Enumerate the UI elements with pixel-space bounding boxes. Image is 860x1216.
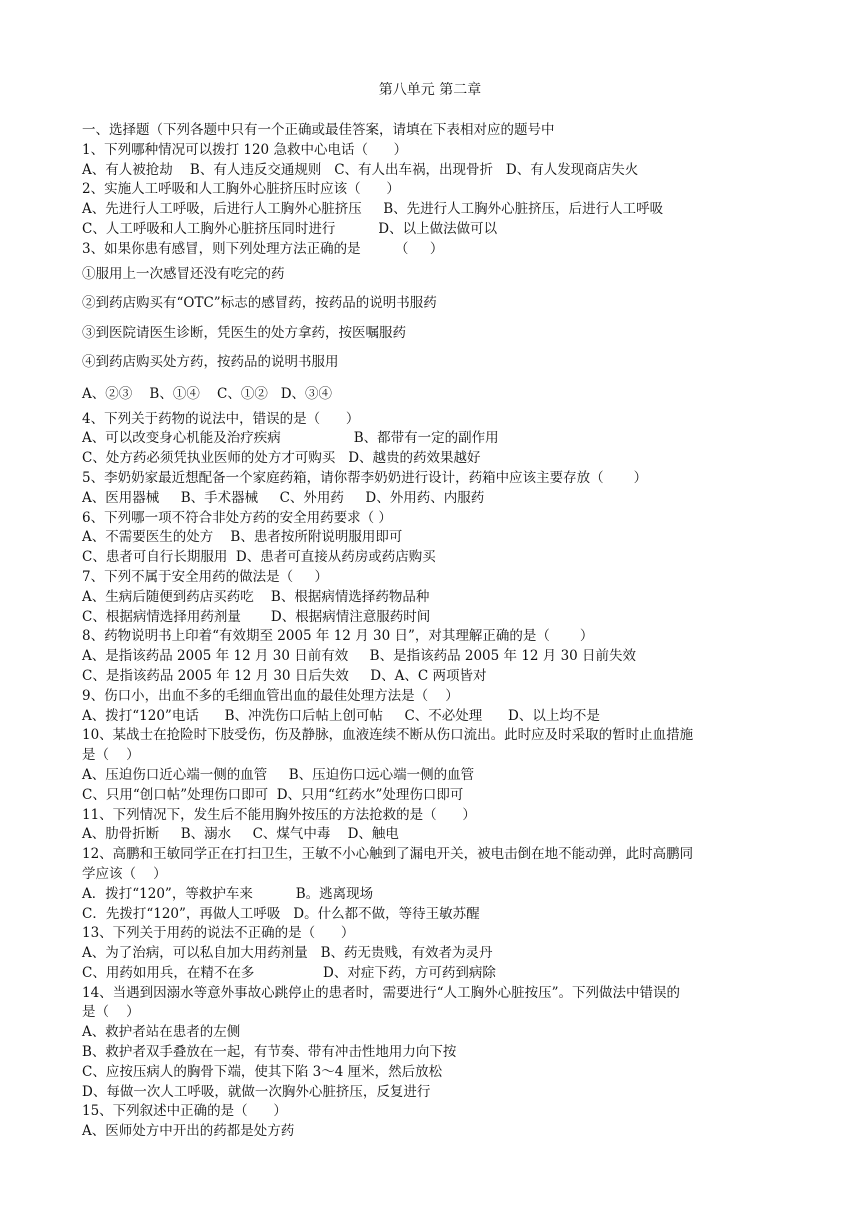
question-13-options-cd: C、用药如用兵，在精不在多 D、对症下药，方可药到病除 <box>82 964 496 981</box>
question-6-options-cd: C、患者可自行长期服用 D、患者可直接从药房或药店购买 <box>82 549 436 566</box>
question-6-options-ab: A、不需要医生的处方 B、患者按所附说明服用即可 <box>82 529 403 546</box>
question-5-options: A、医用器械 B、手术器械 C、外用药 D、外用药、内服药 <box>82 489 485 506</box>
question-3-item-1: ①服用上一次感冒还没有吃完的药 <box>82 265 285 282</box>
question-10-options-ab: A、压迫伤口近心端一侧的血管 B、压迫伤口远心端一侧的血管 <box>82 766 475 783</box>
question-7-options-cd: C、根据病情选择用药剂量 D、根据病情注意服药时间 <box>82 608 431 625</box>
question-list <box>82 121 782 1142</box>
question-14-option-b: B、救护者双手叠放在一起，有节奏、带有冲击性地用力向下按 <box>82 1044 457 1061</box>
question-9: 9、伤口小，出血不多的毛细血管出血的最佳处理方法是（ ） <box>82 687 459 704</box>
question-12: 12、高鹏和王敏同学正在打扫卫生，王敏不小心触到了漏电开关，被电击倒在地不能动弹，此时高鹏同 <box>82 846 694 863</box>
question-10-options-cd: C、只用“创口帖”处理伤口即可 D、只用“红药水”处理伤口即可 <box>82 786 464 803</box>
question-2: 2、实施人工呼吸和人工胸外心脏挤压时应该（ ） <box>82 181 400 198</box>
section-heading: 一、选择题（下列各题中只有一个正确或最佳答案，请填在下表相对应的题号中 <box>82 122 555 138</box>
question-12-continued: 学应该（ ） <box>82 865 167 882</box>
question-11: 11、下列情况下，发生后不能用胸外按压的方法抢救的是（ ） <box>82 806 476 823</box>
question-3-item-4: ④到药店购买处方药，按药品的说明书服用 <box>82 354 339 371</box>
question-14-continued: 是（ ） <box>82 1004 140 1021</box>
question-8-options-ab: A、是指该药品 2005 年 12 月 30 日前有效 B、是指该药品 2005 年 12 月 30 日前失效 <box>82 648 637 665</box>
question-10: 10、某战士在抢险时下肢受伤，伤及静脉，血液连续不断从伤口流出。此时应及时采取的暂时止血措施 <box>82 727 694 744</box>
question-1: 1、下列哪种情况可以拨打 120 急救中心电话（ ） <box>82 141 408 158</box>
question-9-options: A、拨打“120”电话 B、冲洗伤口后帖上创可帖 C、不必处理 D、以上均不是 <box>82 707 600 724</box>
question-3-options: A、②③ B、①④ C、①② D、③④ <box>82 385 333 402</box>
question-15-option-a: A、医师处方中开出的药都是处方药 <box>82 1123 295 1140</box>
question-4-options-ab: A、可以改变身心机能及治疗疾病 B、都带有一定的副作用 <box>82 430 499 447</box>
question-4: 4、下列关于药物的说法中，错误的是（ ） <box>82 410 360 427</box>
question-5: 5、李奶奶家最近想配备一个家庭药箱，请你帮李奶奶进行设计，药箱中应该主要存放（ ） <box>82 469 648 486</box>
question-3-item-3: ③到医院请医生诊断，凭医生的处方拿药，按医嘱服药 <box>82 324 406 341</box>
question-13-options-ab: A、为了治病，可以私自加大用药剂量 B、药无贵贱，有效者为灵丹 <box>82 945 493 962</box>
question-11-options: A、肋骨折断 B、溺水 C、煤气中毒 D、触电 <box>82 826 399 843</box>
question-14: 14、当遇到因溺水等意外事故心跳停止的患者时，需要进行“人工胸外心脏按压”。下列做法中错误的 <box>82 984 680 1001</box>
question-7-options-ab: A、生病后随便到药店买药吃 B、根据病情选择药物品种 <box>82 588 430 605</box>
question-12-options-ab: A．拨打“120”，等救护车来 B。逃离现场 <box>82 885 374 902</box>
question-4-options-cd: C、处方药必须凭执业医师的处方才可购买 D、越贵的药效果越好 <box>82 450 481 467</box>
question-2-options-cd: C、人工呼吸和人工胸外心脏挤压同时进行 D、以上做法做可以 <box>82 220 498 237</box>
question-15: 15、下列叙述中正确的是（ ） <box>82 1103 287 1120</box>
question-1-options: A、有人被抢劫 B、有人违反交通规则 C、有人出车祸，出现骨折 D、有人发现商店失火 <box>82 161 639 178</box>
question-14-option-d: D、每做一次人工呼吸，就做一次胸外心脏挤压，反复进行 <box>82 1083 431 1100</box>
question-2-options-ab: A、先进行人工呼吸，后进行人工胸外心脏挤压 B、先进行人工胸外心脏挤压，后进行人工呼吸 <box>82 201 664 218</box>
question-3: 3、如果你患有感冒，则下列处理方法正确的是 （ ） <box>82 240 444 257</box>
question-8-options-cd: C、是指该药品 2005 年 12 月 30 日后失效 D、A、C 两项皆对 <box>82 667 487 684</box>
question-3-item-2: ②到药店购买有“OTC”标志的感冒药，按药品的说明书服药 <box>82 295 437 312</box>
question-10-continued: 是（ ） <box>82 747 140 764</box>
question-7: 7、下列不属于安全用药的做法是（ ） <box>82 568 329 585</box>
question-14-option-a: A、救护者站在患者的左侧 <box>82 1024 241 1041</box>
question-13: 13、下列关于用药的说法不正确的是（ ） <box>82 925 355 942</box>
page-title: 第八单元 第二章 <box>378 82 482 98</box>
question-12-options-cd: C．先拨打“120”，再做人工呼吸 D。什么都不做，等待王敏苏醒 <box>82 905 480 922</box>
question-14-option-c: C、应按压病人的胸骨下端，使其下陷 3～4 厘米，然后放松 <box>82 1063 443 1080</box>
question-6: 6、下列哪一项不符合非处方药的安全用药要求（ ） <box>82 509 392 526</box>
question-8: 8、药物说明书上印着“有效期至 2005 年 12 月 30 日”，对其理解正确的是（ ） <box>82 628 594 645</box>
